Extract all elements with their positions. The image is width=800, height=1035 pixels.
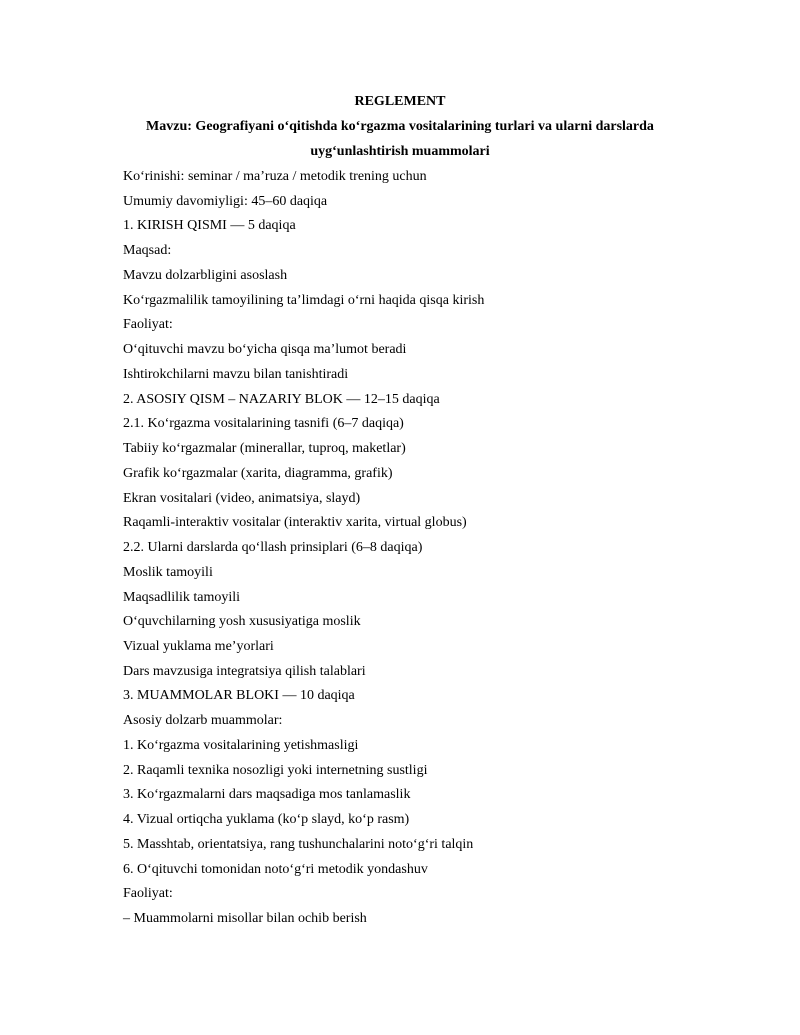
body-line: Grafik ko‘rgazmalar (xarita, diagramma, grafik) [123,466,393,481]
list-item: 2. Raqamli texnika nosozligi yoki internetning sustligi [123,763,428,778]
body-line: O‘quvchilarning yosh xususiyatiga moslik [123,614,361,629]
body-line: O‘qituvchi mavzu bo‘yicha qisqa ma’lumot beradi [123,342,407,357]
duration-line: Umumiy davomiyligi: 45–60 daqiqa [123,194,328,209]
list-item: 5. Masshtab, orientatsiya, rang tushunchalarini noto‘g‘ri talqin [123,837,474,852]
format-line: Ko‘rinishi: seminar / ma’ruza / metodik trening uchun [123,169,427,184]
body-line: Moslik tamoyili [123,565,213,580]
label-line: Maqsad: [123,243,172,258]
body-line: Raqamli-interaktiv vositalar (interaktiv xarita, virtual globus) [123,515,467,530]
body-line: Vizual yuklama me’yorlari [123,639,274,654]
subsection-heading: 2.1. Ko‘rgazma vositalarining tasnifi (6–7 daqiqa) [123,416,404,431]
document-subtitle-line-2: uyg‘unlashtirish muammolari [310,144,490,159]
label-line: Asosiy dolzarb muammolar: [123,713,283,728]
body-line: Ko‘rgazmalilik tamoyilining ta’limdagi o‘rni haqida qisqa kirish [123,293,485,308]
section-heading: 3. MUAMMOLAR BLOKI — 10 daqiqa [123,688,355,703]
body-line: Tabiiy ko‘rgazmalar (minerallar, tuproq, maketlar) [123,441,406,456]
body-line: Ekran vositalari (video, animatsiya, slayd) [123,491,361,506]
document-title: REGLEMENT [354,94,446,109]
list-item: – Muammolarni misollar bilan ochib berish [123,911,367,926]
section-heading: 1. KIRISH QISMI — 5 daqiqa [123,218,296,233]
body-line: Ishtirokchilarni mavzu bilan tanishtiradi [123,367,349,382]
label-line: Faoliyat: [123,317,173,332]
list-item: 3. Ko‘rgazmalarni dars maqsadiga mos tanlamaslik [123,787,411,802]
list-item: 4. Vizual ortiqcha yuklama (ko‘p slayd, ko‘p rasm) [123,812,410,827]
section-heading: 2. ASOSIY QISM – NAZARIY BLOK — 12–15 daqiqa [123,392,440,407]
list-item: 6. O‘qituvchi tomonidan noto‘g‘ri metodik yondashuv [123,862,428,877]
document-subtitle-line-1: Mavzu: Geografiyani o‘qitishda ko‘rgazma vositalarining turlari va ularni darslarda [146,119,654,134]
body-line: Dars mavzusiga integratsiya qilish talablari [123,664,366,679]
list-item: 1. Ko‘rgazma vositalarining yetishmasligi [123,738,359,753]
subsection-heading: 2.2. Ularni darslarda qo‘llash prinsiplari (6–8 daqiqa) [123,540,423,555]
label-line: Faoliyat: [123,886,173,901]
body-line: Maqsadlilik tamoyili [123,590,241,605]
body-line: Mavzu dolzarbligini asoslash [123,268,288,283]
